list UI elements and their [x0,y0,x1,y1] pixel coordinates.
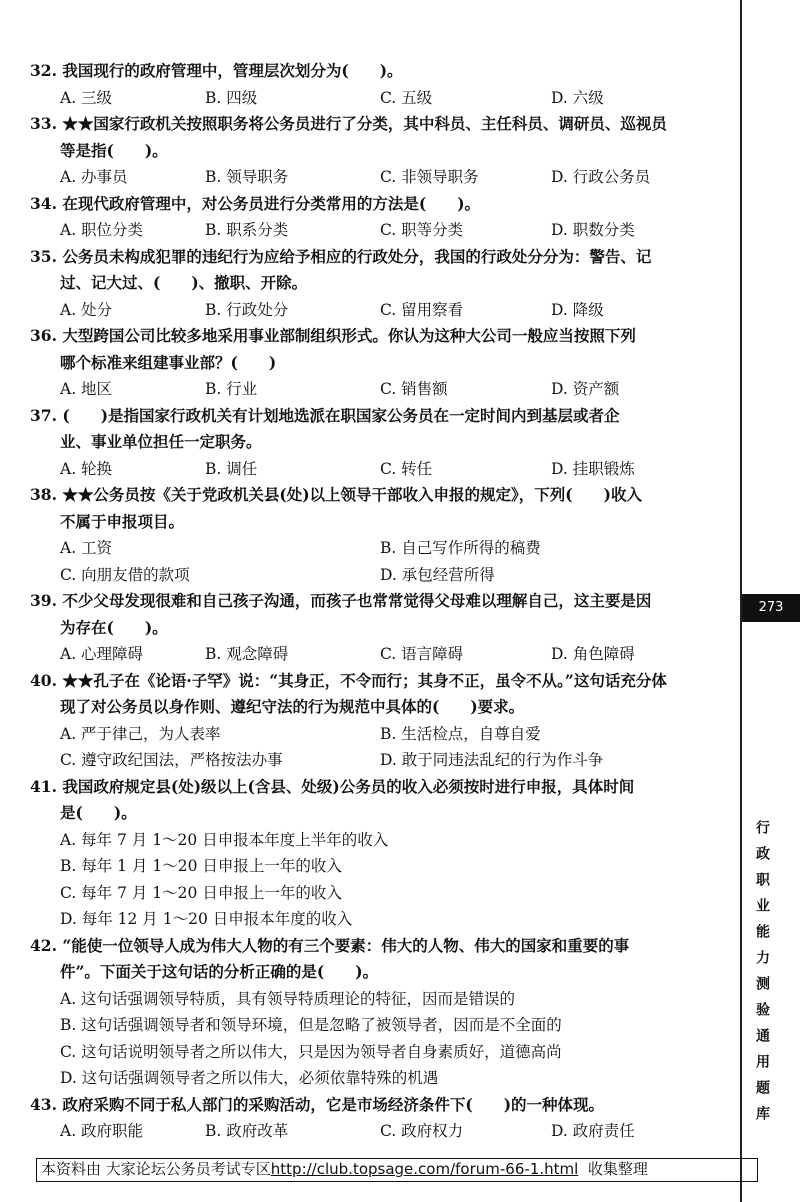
option-c: C. 向朋友借的款项 [60,565,190,584]
options-row [60,456,720,483]
option-b: B. 行政处分 [205,300,289,319]
options-row [60,721,720,748]
book-side-title: 行政职业能力测验通用题库 [754,820,770,1132]
option-d: D. 角色障碍 [551,645,635,663]
option-d: D. 承包经营所得 [380,565,495,584]
option-a: A. 严于律己，为人表率 [60,724,221,743]
question-stem-continued: 不属于申报项目。 [60,511,185,531]
option-b: B. 调任 [205,459,258,478]
question-42 [30,933,720,1092]
options-row [60,164,720,191]
footer-url-link[interactable]: http://club.topsage.com/forum-66-1.html [270,1160,579,1178]
question-stem: 36. 大型跨国公司比较多地采用事业部制组织形式。你认为这种大公司一般应当按照下列 [30,326,636,345]
option-b: B. 这句话强调领导者和领导环境，但是忽略了被领导者，因而是不全面的 [60,1016,562,1034]
option-a: A. 三级 [60,88,113,107]
question-stem: 34. 在现代政府管理中，对公务员进行分类常用的方法是( )。 [30,193,481,213]
question-37 [30,403,720,483]
footer-suffix: 收集整理 [587,1160,648,1178]
option-c: C. 语言障碍 [380,645,464,663]
option-d: D. 降级 [551,300,604,319]
question-stem: 40. ★★孔子在《论语·子罕》说：“其身正，不令而行；其身不正，虽令不从。”这句话充分体 [30,670,667,690]
option-c: C. 五级 [380,88,433,107]
footer-prefix: 本资料由 大家论坛公务员考试专区 [41,1160,271,1178]
option-c: C. 这句话说明领导者之所以伟大，只是因为领导者自身素质好，道德高尚 [60,1042,562,1061]
option-b: B. 政府改革 [205,1122,289,1140]
question-32 [30,58,720,111]
question-stem: 43. 政府采购不同于私人部门的采购活动，它是市场经济条件下( )的一种体现。 [30,1094,605,1114]
options-row [60,376,720,403]
question-stem: 33. ★★国家行政机关按照职务将公务员进行了分类，其中科员、主任科员、调研员、巡视员 [30,114,667,133]
option-d: D. 资产额 [551,380,620,398]
option-a: A. 这句话强调领导特质，具有领导特质理论的特征，因而是错误的 [60,989,516,1008]
option-c: C. 遵守政纪国法，严格按法办事 [60,751,283,769]
option-d: D. 敢于同违法乱纪的行为作斗争 [380,751,604,769]
option-d: D. 行政公务员 [551,168,651,186]
question-33 [30,111,720,191]
question-34 [30,191,720,244]
question-stem: 41. 我国政府规定县(处)级以上(含县、处级)公务员的收入必须按时进行申报，具体时间 [30,776,635,796]
option-a: A. 职位分类 [60,221,144,239]
question-stem-continued: 哪个标准来组建事业部？( ) [60,352,277,372]
option-c: C. 政府权力 [380,1122,464,1140]
option-d: D. 每年 12 月 1～20 日申报本年度的收入 [60,910,353,928]
question-stem: 38. ★★公务员按《关于党政机关县(处)以上领导干部收入申报的规定》，下列( )收入 [30,485,642,504]
question-35 [30,244,720,324]
option-b: B. 行业 [205,380,258,398]
options-row [60,217,720,244]
option-c: C. 转任 [380,459,433,478]
options-row [60,747,720,774]
option-a: A. 轮换 [60,459,113,478]
option-a: A. 地区 [60,380,113,398]
option-c: C. 留用察看 [380,300,464,319]
options-row [60,85,720,112]
question-stem: 32. 我国现行的政府管理中，管理层次划分为( )。 [30,61,403,80]
option-d: D. 职数分类 [551,221,635,239]
option-a: A. 心理障碍 [60,645,144,663]
question-36 [30,323,720,403]
option-a: A. 工资 [60,539,113,557]
page-number-tab: 273 [742,594,800,622]
option-b: B. 四级 [205,88,258,107]
option-b: B. 领导职务 [205,168,289,186]
question-stem: 39. 不少父母发现很难和自己孩子沟通，而孩子也常常觉得父母难以理解自己，这主要是因 [30,591,652,610]
question-stem-continued: 是( )。 [60,803,137,822]
option-d: D. 挂职锻炼 [551,459,635,478]
option-b: B. 自己写作所得的稿费 [380,539,541,557]
option-a: A. 处分 [60,300,113,319]
option-c: C. 销售额 [380,380,448,398]
question-stem-continued: 过、记大过、( )、撤职、开除。 [60,273,308,292]
option-d: D. 政府责任 [551,1122,635,1140]
question-38 [30,482,720,588]
question-stem: 35. 公务员未构成犯罪的违纪行为应给予相应的行政处分，我国的行政处分分为：警告、记 [30,246,652,266]
option-b: B. 每年 1 月 1～20 日申报上一年的收入 [60,857,342,875]
option-a: A. 政府职能 [60,1122,144,1140]
question-stem-continued: 业、事业单位担任一定职务。 [60,432,262,451]
options-row [60,641,720,668]
option-a: A. 每年 7 月 1～20 日申报本年度上半年的收入 [60,830,389,849]
option-b: B. 生活检点，自尊自爱 [380,724,541,743]
option-c: C. 非领导职务 [380,168,479,186]
question-stem-continued: 现了对公务员以身作则、遵纪守法的行为规范中具体的( )要求。 [60,697,525,716]
question-stem-continued: 件”。下面关于这句话的分析正确的是( )。 [60,962,379,981]
options-row [60,535,720,562]
question-43 [30,1092,720,1145]
options-row [60,1118,720,1145]
options-list [30,986,720,1092]
option-d: D. 六级 [551,88,604,107]
options-list [30,827,720,933]
question-40 [30,668,720,774]
question-41 [30,774,720,933]
question-stem: 37. ( )是指国家行政机关有计划地选派在职国家公务员在一定时间内到基层或者企 [30,405,620,425]
option-b: B. 职系分类 [205,221,289,239]
question-stem: 42. “能使一位领导人成为伟大人物的有三个要素：伟大的人物、伟大的国家和重要的事 [30,935,630,955]
question-list [30,58,720,1145]
option-a: A. 办事员 [60,168,128,186]
question-39 [30,588,720,668]
option-c: C. 职等分类 [380,221,464,239]
option-c: C. 每年 7 月 1～20 日申报上一年的收入 [60,883,342,902]
option-b: B. 观念障碍 [205,645,289,663]
options-row [60,562,720,589]
question-stem-continued: 为存在( )。 [60,617,168,637]
source-footer [36,1158,758,1182]
question-stem-continued: 等是指( )。 [60,140,168,160]
option-d: D. 这句话强调领导者之所以伟大，必须依靠特殊的机遇 [60,1069,439,1087]
options-row [60,297,720,324]
